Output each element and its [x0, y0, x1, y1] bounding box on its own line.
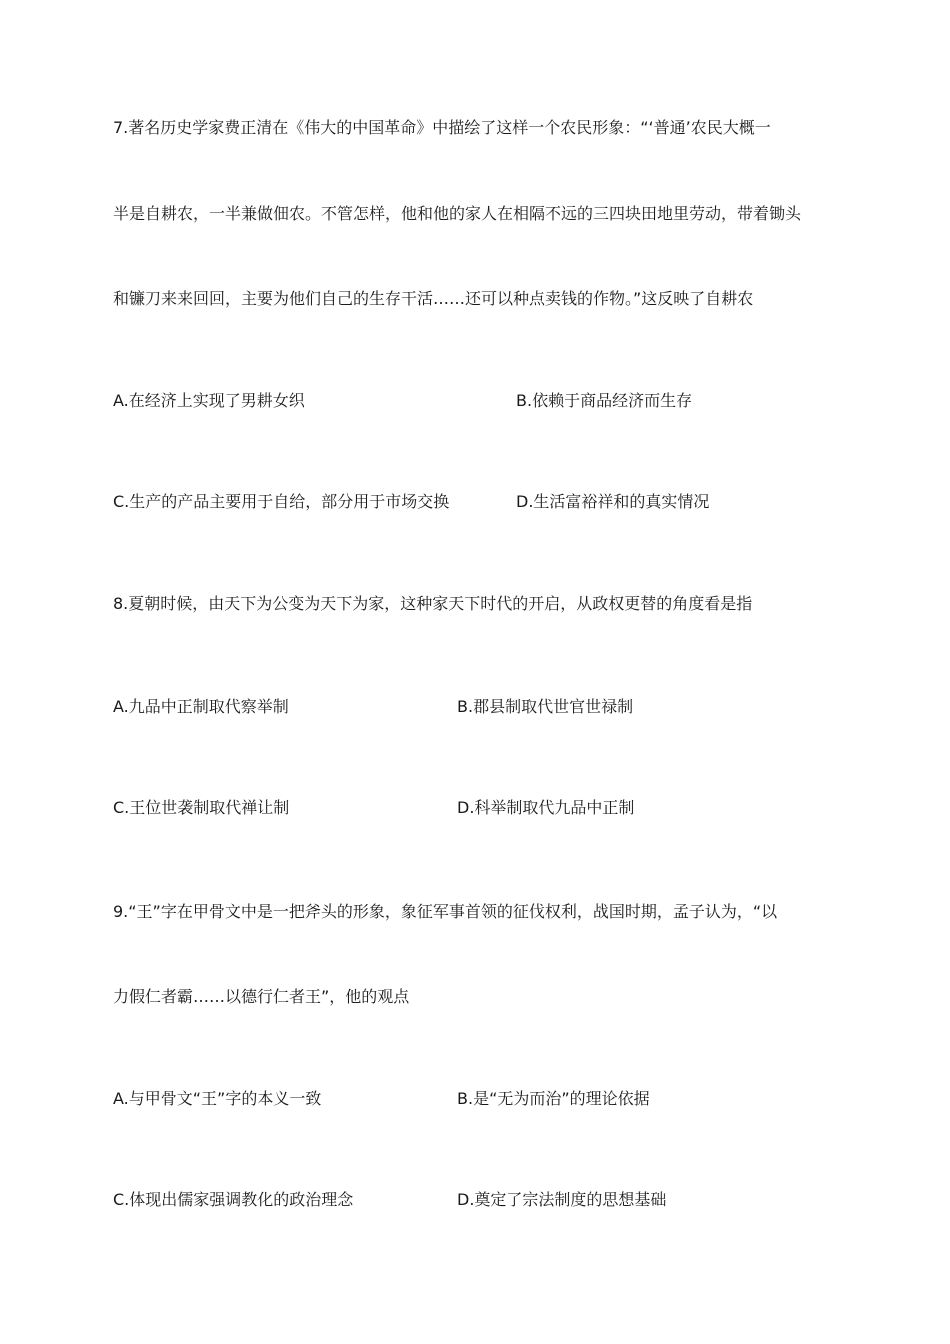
q7-stem-line-2: 半是自耕农，一半兼做佃农。不管怎样，他和他的家人在相隔不远的三四块田地里劳动，带着锄头	[113, 204, 802, 223]
q8-stem-line-1: 8.夏朝时候，由天下为公变为天下为家，这种家天下时代的开启，从政权更替的角度看是指	[113, 594, 753, 613]
q8-option-c: C.王位世袭制取代禅让制	[113, 798, 290, 817]
q7-stem-line-1: 7.著名历史学家费正清在《伟大的中国革命》中描绘了这样一个农民形象：“‘普通’农民大概一	[113, 118, 771, 137]
q8-option-a: A.九品中正制取代察举制	[113, 697, 289, 716]
q8-option-d: D.科举制取代九品中正制	[457, 798, 635, 817]
q9-option-c: C.体现出儒家强调教化的政治理念	[113, 1190, 354, 1209]
q7-option-d: D.生活富裕祥和的真实情况	[516, 492, 710, 511]
q7-option-a: A.在经济上实现了男耕女织	[113, 391, 305, 410]
q9-option-d: D.奠定了宗法制度的思想基础	[457, 1190, 667, 1209]
q7-stem-line-3: 和镰刀来来回回，主要为他们自己的生存干活……还可以种点卖钱的作物。”这反映了自耕农	[113, 289, 754, 308]
q7-option-b: B.依赖于商品经济而生存	[516, 391, 693, 410]
q9-stem-line-1: 9.“王”字在甲骨文中是一把斧头的形象，象征军事首领的征伐权利，战国时期，孟子认为，“以	[113, 902, 778, 921]
q8-option-b: B.郡县制取代世官世禄制	[457, 697, 634, 716]
q9-option-b: B.是“无为而治”的理论依据	[457, 1089, 650, 1108]
q7-option-c: C.生产的产品主要用于自给，部分用于市场交换	[113, 492, 450, 511]
q9-option-a: A.与甲骨文“王”字的本义一致	[113, 1089, 322, 1108]
q9-stem-line-2: 力假仁者霸……以德行仁者王”，他的观点	[113, 987, 410, 1006]
